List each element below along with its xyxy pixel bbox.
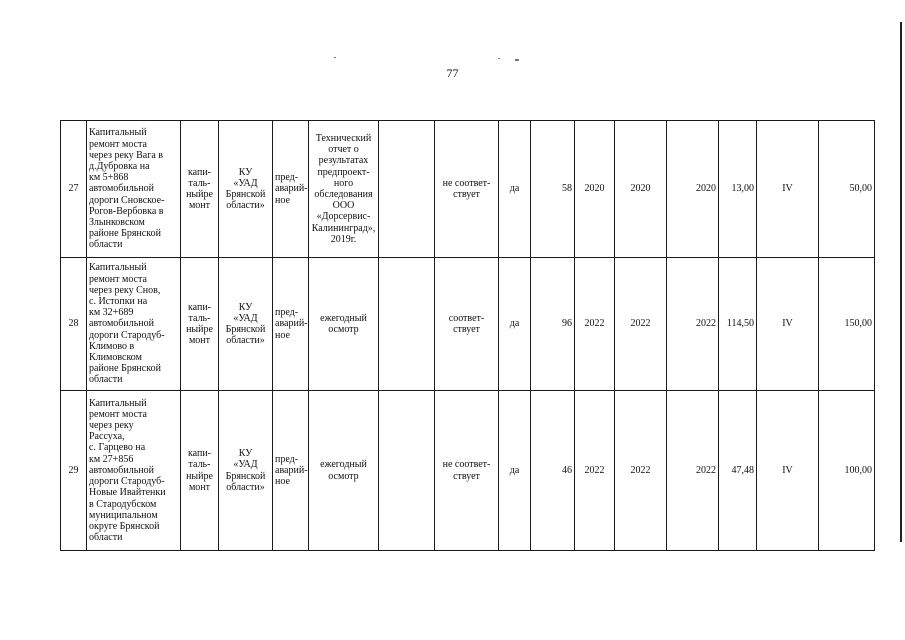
table-row: [61, 121, 875, 258]
length-cell: 114,50: [719, 258, 757, 391]
year-cell: 2020: [615, 121, 667, 258]
empty-cell: [379, 391, 435, 551]
amount-cell: 100,00: [819, 391, 875, 551]
year-cell: 2020: [575, 121, 615, 258]
basis-cell: ежегодный осмотр: [309, 391, 379, 551]
page-edge-line: [900, 22, 902, 542]
owner-cell: КУ «УАД Брянской области»: [219, 391, 273, 551]
amount-cell: 50,00: [819, 121, 875, 258]
scan-speck: [498, 58, 500, 59]
table-row: [61, 391, 875, 551]
length-cell: 47,48: [719, 391, 757, 551]
year-cell: 2022: [575, 391, 615, 551]
year-cell: 2022: [615, 391, 667, 551]
basis-cell: ежегодный осмотр: [309, 258, 379, 391]
flag-cell: да: [499, 121, 531, 258]
year-cell: 2022: [667, 258, 719, 391]
work-type-cell: капи- таль- ныйре монт: [181, 121, 219, 258]
page-number: 77: [446, 66, 459, 80]
compliance-cell: не соответ- ствует: [435, 121, 499, 258]
scan-speck: [515, 59, 519, 61]
category-cell: IV: [757, 121, 819, 258]
year-cell: 2022: [615, 258, 667, 391]
flag-cell: да: [499, 391, 531, 551]
owner-cell: КУ «УАД Брянской области»: [219, 121, 273, 258]
object-name-cell: Капитальный ремонт моста через реку Вага в д.Дубровка на км 5+868 автомобильной дороги Сновское- Рогов-Вербовка в Злынковском районе Брянской области: [87, 121, 181, 258]
scan-speck: [334, 57, 336, 58]
value-cell: 96: [531, 258, 575, 391]
amount-cell: 150,00: [819, 258, 875, 391]
object-name-cell: Капитальный ремонт моста через реку Снов, с. Истопки на км 32+689 автомобильной дороги Стародуб- Климово в Климовском районе Брянской области: [87, 258, 181, 391]
condition-cell: пред- аварий- ное: [273, 121, 309, 258]
category-cell: IV: [757, 391, 819, 551]
year-cell: 2022: [575, 258, 615, 391]
work-type-cell: капи- таль- ныйре монт: [181, 391, 219, 551]
flag-cell: да: [499, 258, 531, 391]
work-type-cell: капи- таль- ныйре монт: [181, 258, 219, 391]
object-name-cell: Капитальный ремонт моста через реку Рассуха, с. Гарцево на км 27+856 автомобильной дороги Стародуб- Новые Ивайтенки в Стародубском муниципальном округе Брянской области: [87, 391, 181, 551]
owner-cell: КУ «УАД Брянской области»: [219, 258, 273, 391]
condition-cell: пред- аварий- ное: [273, 391, 309, 551]
basis-cell: Технический отчет о результатах предпроект- ного обследования ООО «Дорсервис- Калининград», 2019г.: [309, 121, 379, 258]
row-number: 29: [61, 391, 87, 551]
row-number: 27: [61, 121, 87, 258]
year-cell: 2020: [667, 121, 719, 258]
row-number: 28: [61, 258, 87, 391]
table-row: [61, 258, 875, 391]
length-cell: 13,00: [719, 121, 757, 258]
bridge-repair-table: [60, 120, 875, 551]
compliance-cell: соответ- ствует: [435, 258, 499, 391]
compliance-cell: не соответ- ствует: [435, 391, 499, 551]
empty-cell: [379, 121, 435, 258]
category-cell: IV: [757, 258, 819, 391]
value-cell: 58: [531, 121, 575, 258]
year-cell: 2022: [667, 391, 719, 551]
empty-cell: [379, 258, 435, 391]
condition-cell: пред- аварий- ное: [273, 258, 309, 391]
value-cell: 46: [531, 391, 575, 551]
